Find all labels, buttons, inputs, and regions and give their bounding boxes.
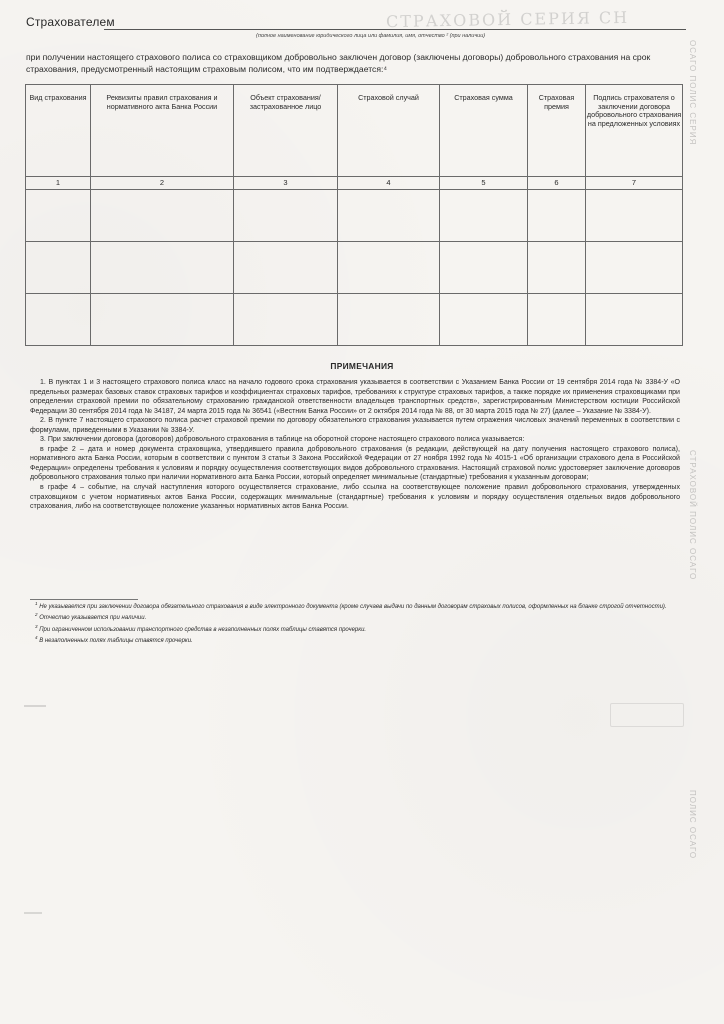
table-cell[interactable] — [338, 190, 440, 242]
edge-text: ОСАГО ПОЛИС СЕРИЯ — [688, 40, 697, 146]
column-number: 7 — [586, 177, 683, 190]
footnote-text: При ограниченном использовании транспортного средства в незаполненных полях таблицы ставятся прочерки. — [39, 626, 367, 633]
table-cell[interactable] — [528, 242, 586, 294]
table-cell[interactable] — [528, 294, 586, 346]
footnote — [35, 634, 685, 645]
footnote-text: Не указывается при заключении договора обязательного страхования в виде электронного документа (кроме случаев выдачи по данным договорам страховых полисов, оформленных на бланке строгой отчетности). — [39, 604, 667, 610]
header-premium: Страховая премия — [528, 85, 586, 177]
table-cell[interactable] — [440, 242, 528, 294]
table-cell[interactable] — [338, 242, 440, 294]
footnote — [35, 611, 685, 622]
table-cell[interactable] — [26, 294, 91, 346]
header-insured-object: Объект страхования/ застрахованное лицо — [234, 85, 338, 177]
column-number: 6 — [528, 177, 586, 190]
header-sum-insured: Страховая сумма — [440, 85, 528, 177]
margin-mark — [24, 705, 46, 707]
insurer-field-line[interactable] — [104, 29, 686, 30]
footnote — [35, 600, 685, 611]
table-cell[interactable] — [91, 242, 234, 294]
footnote-text: В незаполненных полях таблицы ставятся прочерки. — [39, 637, 193, 644]
table-number-row — [26, 177, 683, 190]
table-row — [26, 242, 683, 294]
edge-text: ПОЛИС ОСАГО — [688, 790, 697, 860]
column-number: 1 — [26, 177, 91, 190]
table-row — [26, 294, 683, 346]
footnote — [35, 623, 685, 634]
notes-title: ПРИМЕЧАНИЯ — [330, 361, 394, 371]
header-rules-details: Реквизиты правил страхования и нормативного акта Банка России — [91, 85, 234, 177]
note-paragraph: в графе 4 – событие, на случай наступления которого осуществляется страхование, либо ссылка на соответствующее положение правил добровольного страхования, утвержденных страховщиком с учетом нормативных актов Банка России, содержащих минимальные (стандартные) требования к условиям и порядку осуществления отдельных видов добровольного страхования, либо на соответствующее положение указанных нормативных актов Банка России. — [30, 484, 680, 511]
table-header-row — [26, 85, 683, 177]
table-row — [26, 190, 683, 242]
insurer-stamp-showthrough: СТРАХОВОЙ СЕРИЯ СН — [385, 7, 630, 32]
table-cell[interactable] — [528, 190, 586, 242]
table-cell[interactable] — [440, 190, 528, 242]
footnotes-section — [35, 600, 685, 645]
insurer-field-hint: (полное наименование юридического лица или фамилия, имя, отчество ² (при наличии) — [256, 33, 486, 39]
note-paragraph: 3. При заключении договора (договоров) добровольного страхования в таблице на оборотной стороне настоящего страхового полиса указывается: — [40, 436, 525, 444]
insurer-row — [26, 7, 686, 42]
note-paragraph: 2. В пункте 7 настоящего страхового полиса расчет страховой премии по договору обязательного страхования указывается путем отражения числовых значений переменных в соответствии с формулами, приведенными в Указании № 3384-У. — [30, 417, 680, 434]
insurer-label: Страхователем — [26, 15, 115, 29]
voluntary-insurance-table — [25, 84, 683, 346]
footnote-mark: 2 — [35, 612, 38, 618]
table-cell[interactable] — [26, 242, 91, 294]
table-cell[interactable] — [586, 242, 683, 294]
margin-mark — [24, 912, 42, 914]
table-cell[interactable] — [586, 190, 683, 242]
table-cell[interactable] — [26, 190, 91, 242]
table-cell[interactable] — [440, 294, 528, 346]
table-cell[interactable] — [586, 294, 683, 346]
table-cell[interactable] — [234, 294, 338, 346]
table-cell[interactable] — [91, 190, 234, 242]
header-insurance-type: Вид страхования — [26, 85, 91, 177]
column-number: 2 — [91, 177, 234, 190]
header-insured-event: Страховой случай — [338, 85, 440, 177]
column-number: 3 — [234, 177, 338, 190]
footnote-mark: 1 — [35, 601, 38, 606]
note-paragraph: 1. В пунктах 1 и 3 настоящего страхового полиса класс на начало годового срока страхования указывается в соответствии с Указанием Банка России от 19 сентября 2014 года № 3384-У «О предельных размерах базовых ставок страховых тарифов и коэффициентах страховых тарифов, требованиях к структуре страховых тарифов, а также порядке их применения страховщиками при определении страховой премии по обязательному страхованию гражданской ответственности владельцев транспортных средств», зарегистрированным Министерством юстиции Российской Федерации 30 сентября 2014 года № 34187, 24 марта 2015 года № 36541 («Вестник Банка России» от 2 октября 2014 года № 88, от 30 марта 2015 года № 27) (далее – Указание № 3384-У). — [30, 379, 680, 415]
table-cell[interactable] — [91, 294, 234, 346]
table-cell[interactable] — [234, 242, 338, 294]
ghost-stamp — [610, 703, 684, 727]
note-paragraph: в графе 2 – дата и номер документа страховщика, утвердившего правила добровольного страхования (в редакции, действующей на дату получения настоящего страхового полиса), нормативного акта Банка России, которым в соответствии с пунктом 3 статьи 3 Закона Российской Федерации от 27 ноября 1992 года № 4015-1 «Об организации страхового дела в Российской Федерации» определены требования к условиям и порядку осуществления соответствующих видов добровольного страхования. Настоящий страховой полис удостоверяет заключение договоров добровольного страхования только при наличии нормативного акта Банка России, который определяет минимальные (стандартные) требования к указанным договорам; — [30, 445, 680, 482]
notes-section — [30, 378, 680, 512]
table-cell[interactable] — [234, 190, 338, 242]
right-edge-showthrough — [688, 30, 702, 990]
header-signature: Подпись страхователя о заключении договора добровольного страхования на предложенных условиях — [586, 85, 683, 177]
footnote-mark: 4 — [35, 634, 38, 640]
footnote-text: Отчество указывается при наличии. — [39, 615, 147, 622]
footnote-mark: 3 — [35, 623, 38, 629]
intro-text: при получении настоящего страхового полиса со страховщиком добровольно заключен договор (заключены договоры) добровольного страхования на срок страхования, предусмотренный настоящим страховым полисом, что им подтверждается:⁴ — [26, 52, 651, 74]
edge-text: СТРАХОВОЙ ПОЛИС ОСАГО — [688, 450, 697, 581]
column-number: 4 — [338, 177, 440, 190]
column-number: 5 — [440, 177, 528, 190]
table-cell[interactable] — [338, 294, 440, 346]
